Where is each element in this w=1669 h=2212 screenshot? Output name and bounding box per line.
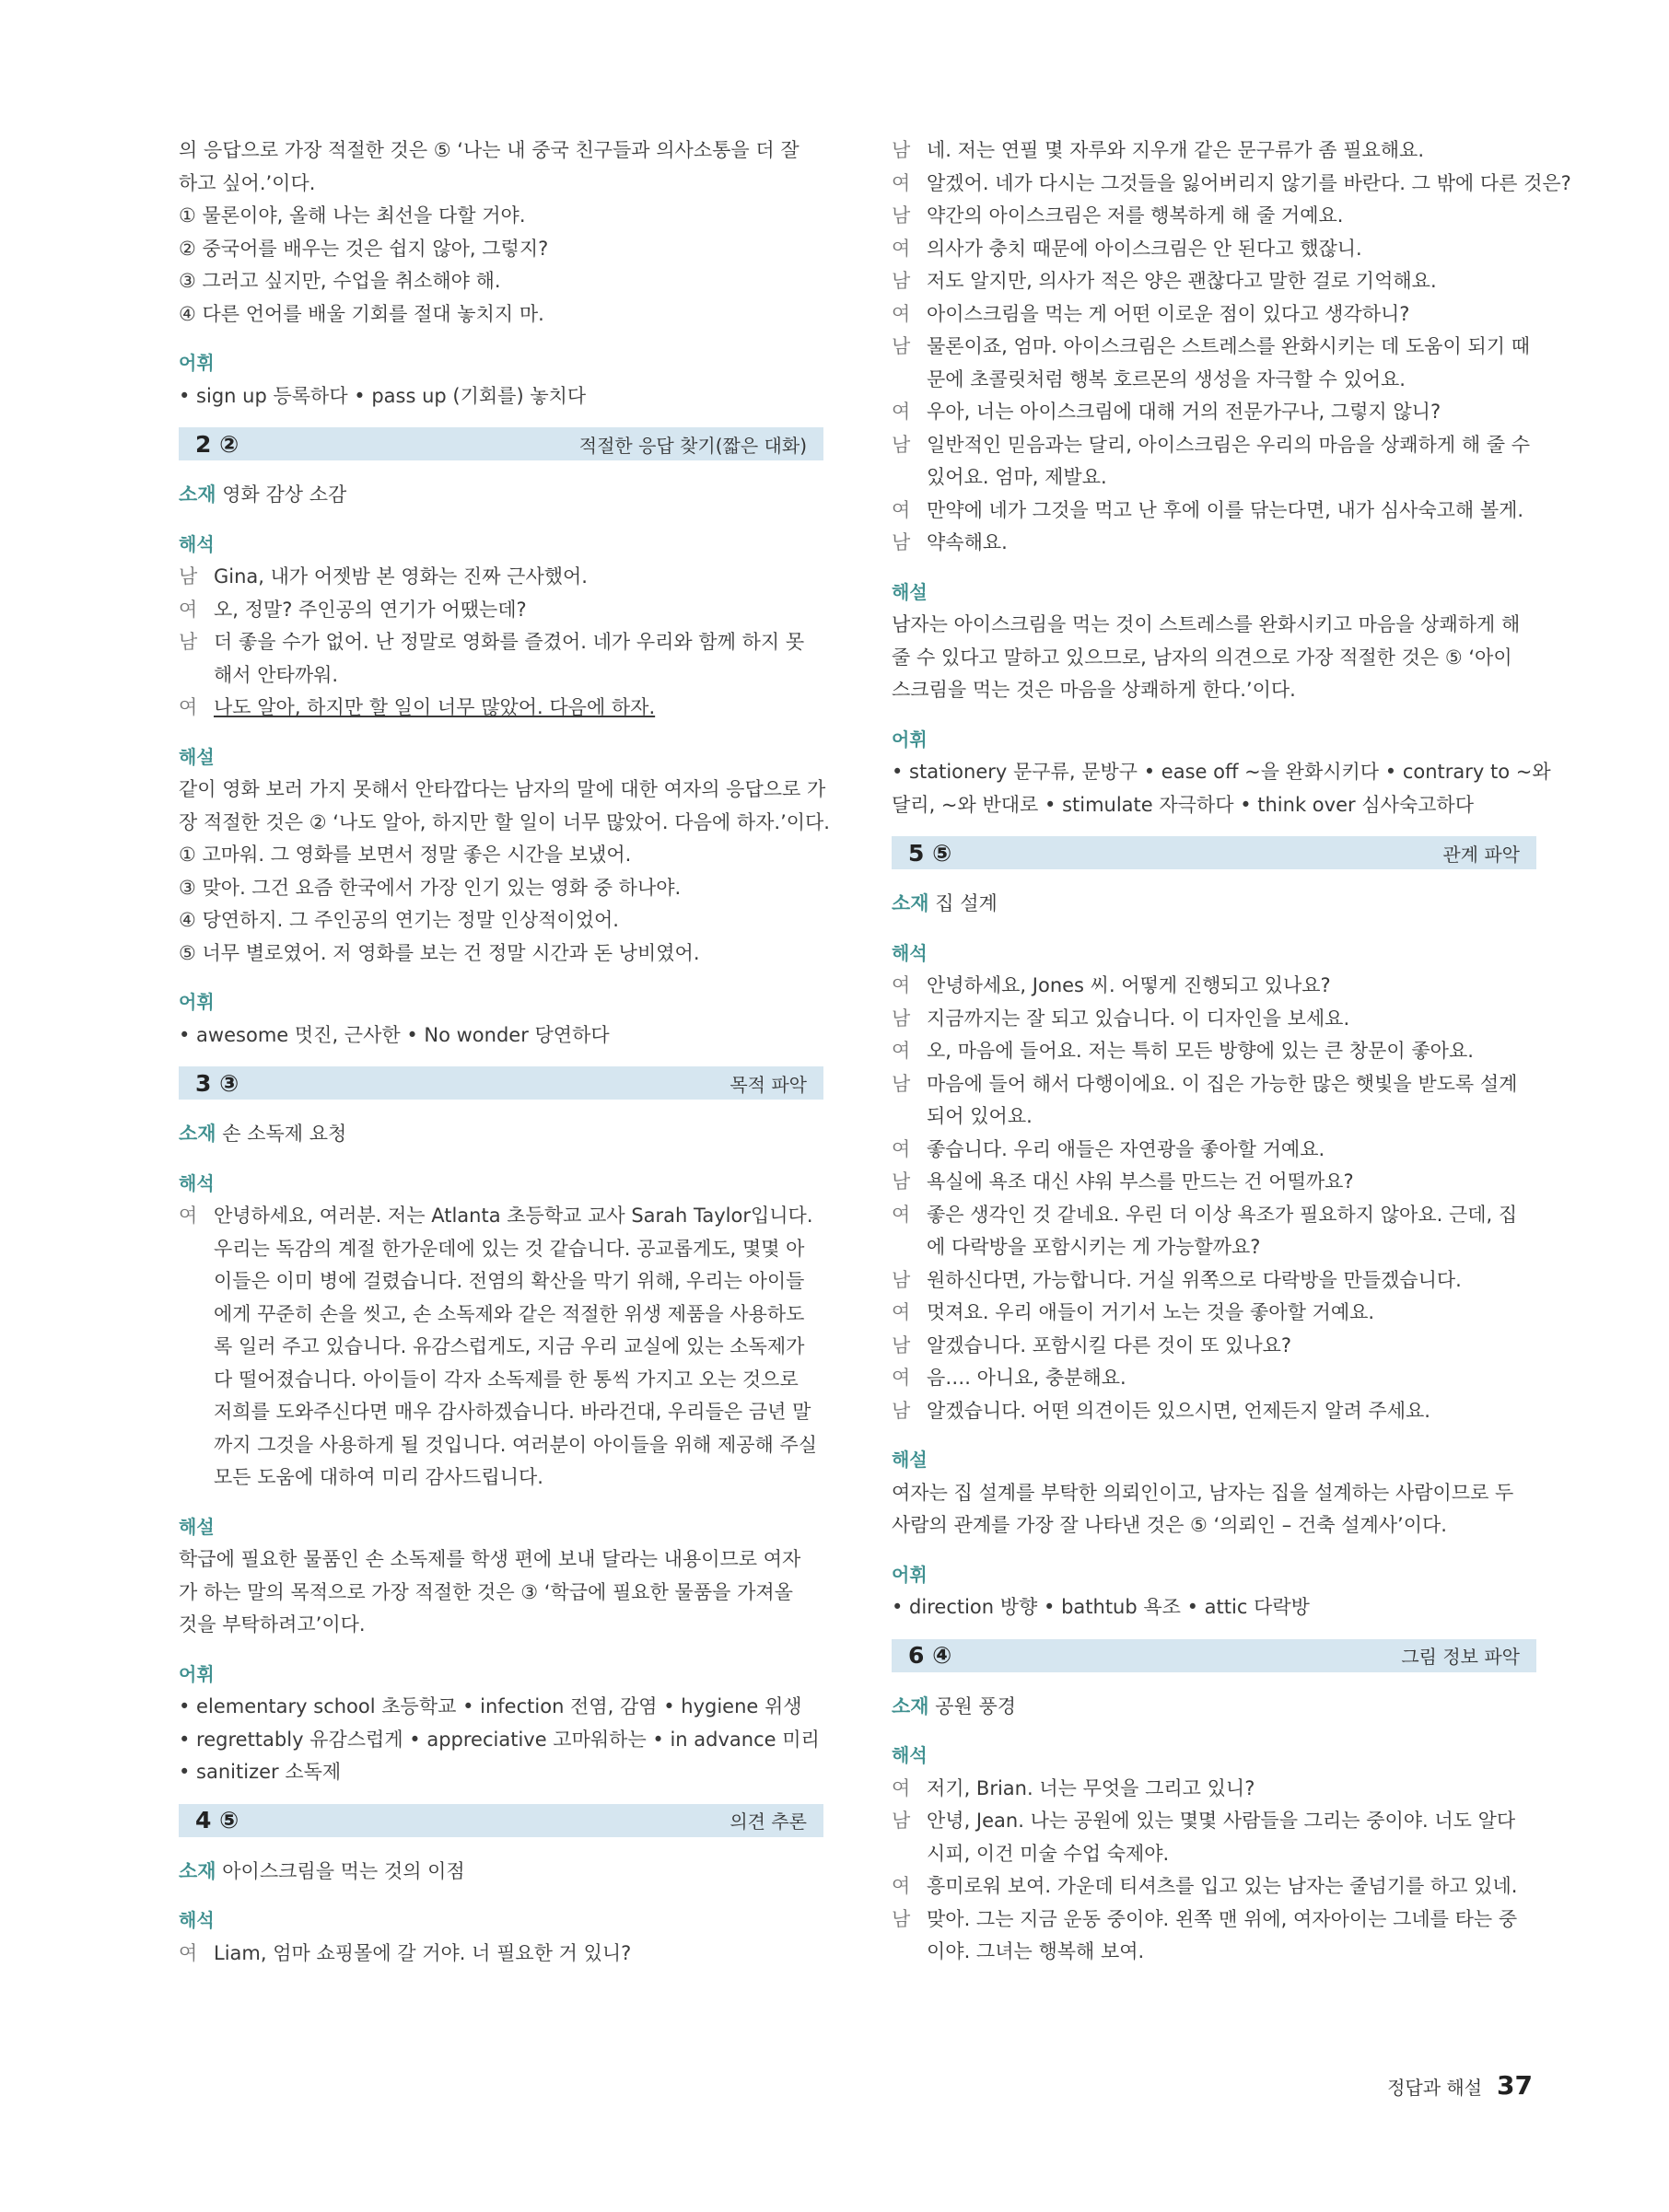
dialogue-line — [892, 1805, 1536, 1838]
dialogue-line — [892, 1330, 1536, 1363]
explanation-label: 해설 — [179, 745, 215, 768]
speaker-label: 여 — [179, 1941, 198, 1964]
explanation-line: 사람의 관계를 가장 잘 나타낸 것은 ⑤ ‘의뢰인 – 건축 설계사’이다. — [892, 1514, 1447, 1536]
dialogue-text: 저도 알지만, 의사가 적은 양은 괜찮다고 말한 걸로 기억해요. — [927, 270, 1437, 292]
question-header — [892, 836, 1536, 869]
q1-vocab-label: 어휘 — [179, 352, 215, 374]
dialogue-line — [179, 626, 823, 659]
q4-explanation — [892, 609, 1536, 707]
speaker-label: 남 — [892, 335, 911, 357]
dialogue-line — [892, 1134, 1536, 1167]
dialogue-text: 이들은 이미 병에 걸렸습니다. 전염의 확산을 막기 위해, 우리는 아이들 — [214, 1270, 805, 1292]
explanation-line: 가 하는 말의 목적으로 가장 적절한 것은 ③ ‘학급에 필요한 물품을 가져올 — [179, 1580, 793, 1603]
speaker-label: 남 — [892, 139, 911, 161]
topic-label: 소재 — [179, 1859, 216, 1882]
topic-label: 소재 — [892, 1694, 929, 1717]
dialogue-text: 시피, 이건 미술 수업 숙제야. — [927, 1842, 1170, 1865]
dialogue-line — [179, 1200, 823, 1233]
q1-explanation-continued — [179, 134, 823, 331]
explanation-line: 것을 부탁하려고’이다. — [179, 1613, 366, 1636]
explanation-line: ② 중국어를 배우는 것은 쉽지 않아, 그렇지? — [179, 237, 549, 260]
dialogue-text: 약속해요. — [927, 531, 1008, 553]
dialogue-text: 우리는 독감의 계절 한가운데에 있는 것 같습니다. 공교롭게도, 몇몇 아 — [214, 1237, 805, 1260]
dialogue-line — [892, 1903, 1536, 1937]
speaker-label: 여 — [179, 1205, 198, 1227]
speaker-label: 여 — [892, 302, 911, 325]
dialogue-line — [892, 1362, 1536, 1395]
dialogue-line — [892, 1264, 1536, 1298]
dialogue-text: 네. 저는 연필 몇 자루와 지우개 같은 문구류가 좀 필요해요. — [927, 139, 1425, 161]
vocab-line: • regrettably 유감스럽게 • appreciative 고마워하는 • in advance 미리 — [179, 1728, 820, 1751]
speaker-label: 남 — [892, 204, 911, 227]
speaker-label: 여 — [892, 1040, 911, 1062]
dialogue-line — [892, 1199, 1536, 1232]
topic-text: 공원 풍경 — [935, 1694, 1017, 1717]
speaker-label: 남 — [892, 1907, 911, 1930]
dialogue-text: 만약에 네가 그것을 먹고 난 후에 이를 닦는다면, 내가 심사숙고해 볼게. — [927, 498, 1524, 521]
dialogue-text: 욕실에 욕조 대신 샤워 부스를 만드는 건 어떨까요? — [927, 1170, 1354, 1193]
speaker-label: 남 — [892, 1170, 911, 1193]
left-column — [179, 134, 830, 1970]
dialogue-line — [179, 1265, 823, 1298]
dialogue-line — [892, 1035, 1536, 1068]
dialogue-text: 되어 있어요. — [927, 1105, 1033, 1127]
topic-line — [179, 479, 823, 512]
speaker-label: 남 — [892, 1007, 911, 1030]
speaker-label: 남 — [892, 1072, 911, 1095]
dialogue-text: 에게 꾸준히 손을 씻고, 손 소독제와 같은 적절한 위생 제품을 사용하도 — [214, 1302, 805, 1325]
dialogue-text: 음…. 아니요, 충분해요. — [927, 1367, 1126, 1389]
question-2-section — [179, 427, 830, 1052]
dialogue-line — [892, 1297, 1536, 1330]
question-header — [892, 1639, 1536, 1672]
explanation-line: ① 물론이야, 올해 나는 최선을 다할 거야. — [179, 204, 526, 227]
question-number: 3 ③ — [195, 1069, 239, 1097]
q4-vocab — [892, 756, 1551, 821]
speaker-label: 여 — [892, 401, 911, 423]
vocab-line: • direction 방향 • bathtub 욕조 • attic 다락방 — [892, 1596, 1310, 1618]
dialogue-text: 문에 초콜릿처럼 행복 호르몬의 생성을 자극할 수 있어요. — [927, 367, 1406, 390]
speaker-label: 여 — [892, 171, 911, 194]
dialogue-line — [892, 1166, 1536, 1199]
translation-label: 해석 — [179, 1909, 215, 1931]
dialogue-line — [179, 1298, 823, 1332]
explanation-label: 해설 — [179, 1515, 215, 1538]
dialogue — [179, 1200, 823, 1495]
explanation-line: ⑤ 너무 별로였어. 저 영화를 보는 건 정말 시간과 돈 낭비였어. — [179, 941, 700, 964]
vocab-line: • awesome 멋진, 근사한 • No wonder 당연하다 — [179, 1023, 610, 1046]
dialogue-line — [892, 364, 1536, 397]
dialogue-text: 오, 마음에 들어요. 저는 특히 모든 방향에 있는 큰 창문이 좋아요. — [927, 1040, 1474, 1062]
vocab-label: 어휘 — [179, 991, 215, 1013]
dialogue-line — [179, 1233, 823, 1266]
translation-label: 해석 — [179, 532, 215, 555]
dialogue-line — [179, 659, 823, 693]
dialogue-text: 더 좋을 수가 없어. 난 정말로 영화를 즐겼어. 네가 우리와 함께 하지 못 — [214, 631, 805, 653]
dialogue-line — [892, 396, 1536, 429]
topic-label: 소재 — [179, 1123, 216, 1145]
footer-section-title: 정답과 해설 — [1387, 2077, 1483, 2099]
speaker-label: 여 — [179, 696, 198, 718]
page-number: 37 — [1497, 2070, 1533, 2101]
question-header — [179, 427, 823, 460]
dialogue-text: 해서 안타까워. — [214, 663, 339, 686]
dialogue-text: 지금까지는 잘 되고 있습니다. 이 디자인을 보세요. — [927, 1007, 1350, 1030]
dialogue-text: 물론이죠, 엄마. 아이스크림은 스트레스를 완화시키는 데 도움이 되기 때 — [927, 335, 1531, 357]
dialogue-line — [179, 594, 823, 627]
dialogue-line — [179, 1429, 823, 1462]
translation-label: 해석 — [892, 1744, 928, 1766]
right-column — [892, 134, 1571, 1969]
vocab-label: 어휘 — [179, 1662, 215, 1685]
vocab-line: • sanitizer 소독제 — [179, 1761, 342, 1783]
dialogue-text: 저기, Brian. 너는 무엇을 그리고 있니? — [927, 1776, 1255, 1799]
explanation-line: ④ 당연하지. 그 주인공의 연기는 정말 인상적이었어. — [179, 909, 619, 931]
dialogue-text: 멋져요. 우리 애들이 거기서 노는 것을 좋아할 거예요. — [927, 1301, 1375, 1323]
dialogue-text: 록 일러 주고 있습니다. 유감스럽게도, 지금 우리 교실에 있는 소독제가 — [214, 1335, 805, 1357]
dialogue-line — [892, 1870, 1536, 1903]
dialogue-line — [892, 429, 1536, 462]
dialogue-text: 다 떨어졌습니다. 아이들이 각자 소독제를 한 통씩 가지고 오는 것으로 — [214, 1368, 799, 1391]
dialogue-text: 안녕하세요, Jones 씨. 어떻게 진행되고 있나요? — [927, 974, 1331, 996]
explanation-line: 남자는 아이스크림을 먹는 것이 스트레스를 완화시키고 마음을 상쾌하게 해 — [892, 613, 1521, 635]
explanation-line: 같이 영화 보러 가지 못해서 안타깝다는 남자의 말에 대한 여자의 응답으로 가 — [179, 778, 826, 800]
dialogue-text: 일반적인 믿음과는 달리, 아이스크림은 우리의 마음을 상쾌하게 해 줄 수 — [927, 433, 1531, 456]
question-number: 6 ④ — [908, 1642, 952, 1669]
dialogue-line — [892, 495, 1536, 528]
question-6-section — [892, 1639, 1536, 1969]
speaker-label: 남 — [892, 531, 911, 553]
dialogue-line — [892, 527, 1536, 560]
q1-vocab: • sign up 등록하다 • pass up (기회를) 놓치다 — [179, 384, 587, 407]
speaker-label: 남 — [892, 1333, 911, 1356]
dialogue-text: 알겠습니다. 어떤 의견이든 있으시면, 언제든지 알려 주세요. — [927, 1399, 1430, 1422]
question-header — [179, 1066, 823, 1100]
dialogue-text: 우아, 너는 아이스크림에 대해 거의 전문가구나, 그렇지 않니? — [927, 401, 1441, 423]
dialogue-text: 모든 도움에 대하여 미리 감사드립니다. — [214, 1466, 543, 1488]
dialogue-text: 흥미로워 보여. 가운데 티셔츠를 입고 있는 남자는 줄넘기를 하고 있네. — [927, 1875, 1518, 1897]
explanation-line: ③ 그러고 싶지만, 수업을 취소해야 해. — [179, 270, 501, 292]
question-3-section — [179, 1066, 823, 1789]
dialogue — [179, 1938, 823, 1971]
vocab — [179, 1691, 823, 1789]
dialogue-line — [179, 1364, 823, 1397]
explanation-line: ① 고마워. 그 영화를 보면서 정말 좋은 시간을 보냈어. — [179, 844, 632, 866]
topic-line — [179, 1118, 823, 1151]
speaker-label: 여 — [892, 237, 911, 260]
speaker-label: 여 — [892, 1776, 911, 1799]
explanation-line: 스크림을 먹는 것은 마음을 상쾌하게 한다.’이다. — [892, 679, 1296, 701]
dialogue-text: 오, 정말? 주인공의 연기가 어땠는데? — [214, 598, 527, 621]
explanation-line: 여자는 집 설계를 부탁한 의뢰인이고, 남자는 집을 설계하는 사람이므로 두 — [892, 1481, 1514, 1504]
question-4-section — [179, 1804, 823, 1971]
speaker-label: 여 — [179, 598, 198, 621]
dialogue-text: 까지 그것을 사용하게 될 것입니다. 여러분이 아이들을 위해 제공해 주실 — [214, 1433, 818, 1456]
question-type: 적절한 응답 찾기(짧은 대화) — [578, 434, 807, 457]
dialogue-line — [892, 1231, 1536, 1264]
dialogue-line — [892, 1003, 1536, 1036]
dialogue-text: 좋습니다. 우리 애들은 자연광을 좋아할 거예요. — [927, 1137, 1325, 1160]
explanation-line: 학급에 필요한 물품인 손 소독제를 학생 편에 보내 달라는 내용이므로 여자 — [179, 1548, 801, 1570]
question-header — [179, 1804, 823, 1837]
topic-text: 아이스크림을 먹는 것의 이점 — [222, 1859, 465, 1882]
dialogue-line — [179, 1461, 823, 1495]
dialogue-text: 나도 알아, 하지만 할 일이 너무 많았어. 다음에 하자. — [214, 696, 656, 718]
explanation — [892, 1477, 1536, 1543]
dialogue-line — [892, 1068, 1536, 1101]
explanation-line: 의 응답으로 가장 적절한 것은 ⑤ ‘나는 내 중국 친구들과 의사소통을 더 잘 — [179, 139, 799, 161]
dialogue-text: 안녕, Jean. 나는 공원에 있는 몇몇 사람들을 그리는 중이야. 너도 알다 — [927, 1810, 1516, 1832]
dialogue-line — [892, 265, 1536, 298]
speaker-label: 여 — [892, 1301, 911, 1323]
speaker-label: 남 — [892, 270, 911, 292]
dialogue-text: Liam, 엄마 쇼핑몰에 갈 거야. 너 필요한 거 있니? — [214, 1941, 632, 1964]
question-type: 그림 정보 파악 — [1401, 1646, 1520, 1668]
vocab — [892, 1591, 1536, 1624]
speaker-label: 남 — [892, 1399, 911, 1422]
question-number: 5 ⑤ — [908, 839, 952, 867]
dialogue-text: 알겠습니다. 포함시킬 다른 것이 또 있나요? — [927, 1333, 1292, 1356]
explanation-line: ③ 맞아. 그건 요즘 한국에서 가장 인기 있는 영화 중 하나야. — [179, 876, 682, 899]
dialogue-line — [179, 1396, 823, 1429]
dialogue-line — [179, 1331, 823, 1364]
dialogue-text: 마음에 들어 해서 다행이에요. 이 집은 가능한 많은 햇빛을 받도록 설계 — [927, 1072, 1518, 1095]
vocab-line: • stationery 문구류, 문방구 • ease off ~을 완화시키다 • contrary to ~와 — [892, 761, 1551, 783]
dialogue-text: 아이스크림을 먹는 게 어떤 이로운 점이 있다고 생각하니? — [927, 302, 1410, 325]
speaker-label: 여 — [892, 498, 911, 521]
dialogue — [892, 1773, 1536, 1969]
speaker-label: 남 — [892, 1810, 911, 1832]
topic-text: 집 설계 — [935, 892, 998, 914]
dialogue-line — [892, 1100, 1536, 1134]
dialogue-line — [892, 970, 1536, 1003]
question-type: 목적 파악 — [729, 1073, 807, 1096]
translation-label: 해석 — [179, 1171, 215, 1194]
dialogue-text: 알겠어. 네가 다시는 그것들을 잃어버리지 않기를 바란다. 그 밖에 다른 것은? — [927, 171, 1571, 194]
dialogue-line — [892, 1773, 1536, 1806]
dialogue-text: 저희를 도와주신다면 매우 감사하겠습니다. 바라건대, 우리들은 금년 말 — [214, 1401, 811, 1423]
dialogue-line — [892, 1838, 1536, 1871]
explanation-line: ④ 다른 언어를 배울 기회를 절대 놓치지 마. — [179, 302, 544, 325]
translation-label: 해석 — [892, 941, 928, 964]
topic-line — [179, 1856, 823, 1889]
question-5-section — [892, 836, 1536, 1624]
topic-line — [892, 1691, 1536, 1724]
dialogue-text: 약간의 아이스크림은 저를 행복하게 해 줄 거예요. — [927, 204, 1344, 227]
question-4-dialogue-continued — [892, 134, 1571, 560]
dialogue-text: 좋은 생각인 것 같네요. 우린 더 이상 욕조가 필요하지 않아요. 근데, 집 — [927, 1203, 1518, 1226]
explanation-label: 해설 — [892, 1449, 928, 1471]
vocab-line: 달리, ~와 반대로 • stimulate 자극하다 • think over 심사숙고하다 — [892, 793, 1475, 816]
dialogue-line — [892, 1936, 1536, 1969]
vocab — [179, 1019, 823, 1053]
dialogue-text: 맞아. 그는 지금 운동 중이야. 왼쪽 맨 위에, 여자아이는 그네를 타는 중 — [927, 1907, 1518, 1930]
dialogue-line — [892, 1395, 1536, 1428]
page-footer — [1387, 2070, 1533, 2101]
dialogue-line — [179, 561, 823, 594]
q4-expl-label: 해설 — [892, 580, 928, 603]
dialogue-text: Gina, 내가 어젯밤 본 영화는 진짜 근사했어. — [214, 565, 588, 588]
dialogue-text: 에 다락방을 포함시키는 게 가능할까요? — [927, 1236, 1261, 1258]
dialogue-text: 이야. 그녀는 행복해 보여. — [927, 1940, 1145, 1962]
explanation — [179, 774, 830, 970]
speaker-label: 남 — [179, 565, 198, 588]
dialogue-line — [892, 134, 1536, 168]
speaker-label: 여 — [892, 1367, 911, 1389]
explanation-line: 하고 싶어.’이다. — [179, 171, 316, 194]
topic-line — [892, 888, 1536, 921]
dialogue-line — [892, 233, 1536, 266]
question-number: 4 ⑤ — [195, 1807, 239, 1834]
dialogue-line — [892, 461, 1536, 495]
speaker-label: 여 — [892, 1203, 911, 1226]
vocab-line: • elementary school 초등학교 • infection 전염, 감염 • hygiene 위생 — [179, 1695, 802, 1717]
dialogue-text: 의사가 충치 때문에 아이스크림은 안 된다고 했잖니. — [927, 237, 1362, 260]
dialogue-line — [892, 168, 1571, 201]
dialogue-line — [179, 1938, 823, 1971]
topic-label: 소재 — [892, 892, 929, 914]
q4-vocab-label: 어휘 — [892, 728, 928, 751]
question-type: 의견 추론 — [729, 1810, 807, 1833]
speaker-label: 남 — [892, 1268, 911, 1291]
dialogue-line — [892, 298, 1536, 332]
speaker-label: 여 — [892, 1875, 911, 1897]
speaker-label: 남 — [892, 433, 911, 456]
explanation — [179, 1543, 823, 1642]
speaker-label: 여 — [892, 1137, 911, 1160]
dialogue — [179, 561, 823, 725]
dialogue-line — [892, 200, 1536, 233]
dialogue-text: 있어요. 엄마, 제발요. — [927, 466, 1107, 488]
dialogue-line — [892, 331, 1536, 364]
speaker-label: 여 — [892, 974, 911, 996]
dialogue-text: 안녕하세요, 여러분. 저는 Atlanta 초등학교 교사 Sarah Taylor입니다. — [214, 1205, 813, 1227]
topic-label: 소재 — [179, 483, 216, 506]
speaker-label: 남 — [179, 631, 198, 653]
explanation-line: 장 적절한 것은 ② ‘나도 알아, 하지만 할 일이 너무 많았어. 다음에 하자.’이다. — [179, 810, 830, 833]
question-number: 2 ② — [195, 430, 239, 458]
dialogue-text: 원하신다면, 가능합니다. 거실 위쪽으로 다락방을 만들겠습니다. — [927, 1268, 1462, 1291]
question-type: 관계 파악 — [1442, 843, 1520, 866]
dialogue-line — [179, 692, 823, 725]
topic-text: 손 소독제 요청 — [222, 1123, 347, 1145]
dialogue — [892, 970, 1536, 1427]
vocab-label: 어휘 — [892, 1563, 928, 1586]
explanation-line: 줄 수 있다고 말하고 있으므로, 남자의 의견으로 가장 적절한 것은 ⑤ ‘아이 — [892, 646, 1512, 669]
topic-text: 영화 감상 소감 — [222, 483, 347, 506]
